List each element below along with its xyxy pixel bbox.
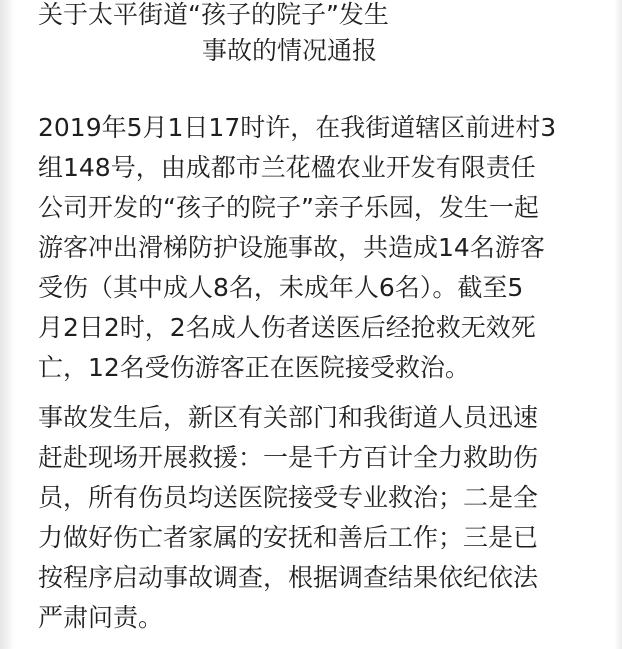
paragraph-line: 赶赴现场开展救援：一是千方百计全力救助伤 (38, 443, 539, 472)
paragraph-response (38, 398, 598, 638)
paragraph-line: 按程序启动事故调查，根据调查结果依纪依法 (38, 563, 539, 592)
paragraph-line: 游客冲出滑梯防护设施事故，共造成14名游客 (38, 233, 545, 262)
notice-title-line-2: 事故的情况通报 (202, 36, 378, 65)
notice-title-line-1: 关于太平街道“孩子的院子”发生 (38, 0, 389, 29)
paragraph-line: 受伤（其中成人8名，未成年人6名）。截至5 (38, 273, 524, 302)
paragraph-line: 组148号，由成都市兰花楹农业开发有限责任 (38, 153, 536, 182)
paragraph-line: 亡，12名受伤游客正在医院接受救治。 (38, 353, 470, 382)
paragraph-line: 月2日2时，2名成人伤者送医后经抢救无效死 (38, 313, 536, 342)
paragraph-line: 力做好伤亡者家属的安抚和善后工作；三是已 (38, 523, 539, 552)
paragraph-line: 公司开发的“孩子的院子”亲子乐园，发生一起 (38, 193, 539, 222)
paragraph-incident (38, 108, 598, 388)
paragraph-line: 员，所有伤员均送医院接受专业救治；二是全 (38, 483, 539, 512)
page-left-edge (0, 0, 14, 649)
page-right-edge (614, 0, 622, 649)
paragraph-line: 2019年5月1日17时许，在我街道辖区前进村3 (38, 113, 557, 142)
paragraph-line: 严肃问责。 (38, 603, 164, 632)
paragraph-line: 事故发生后，新区有关部门和我街道人员迅速 (38, 403, 539, 432)
